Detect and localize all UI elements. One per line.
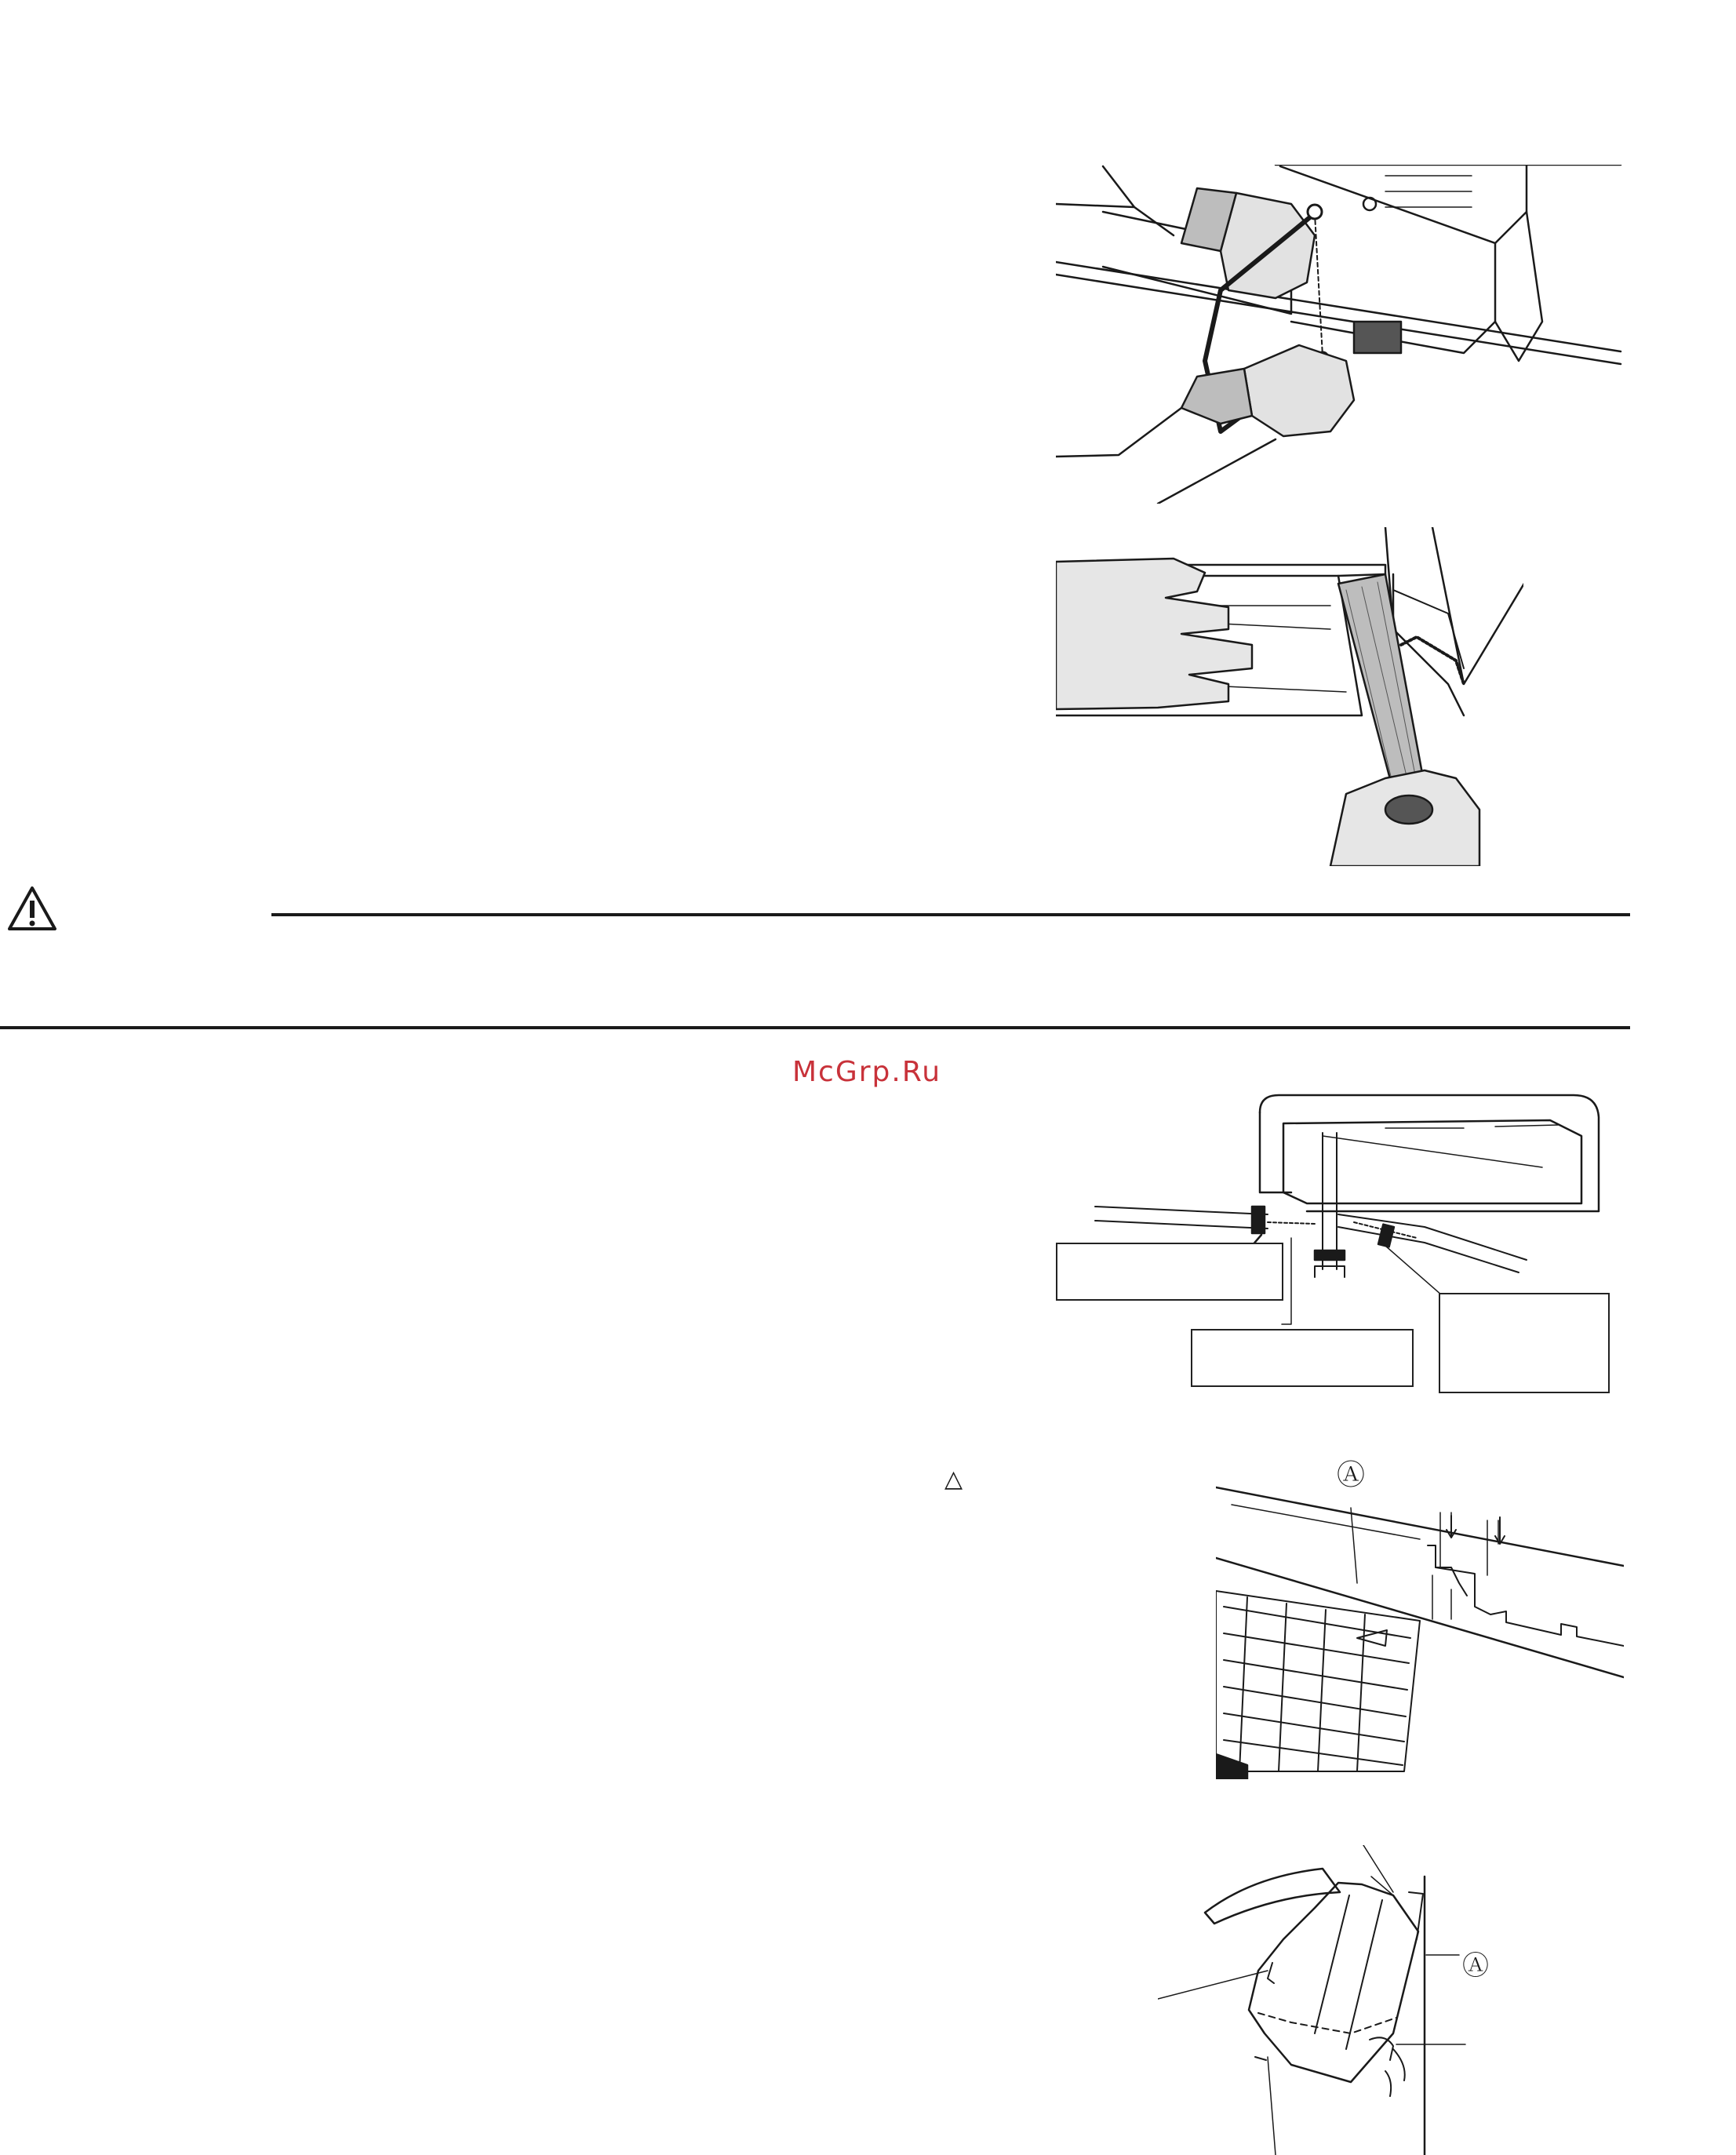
wall-mount-label-a: Ⓐ [1462,1950,1489,1982]
drain-callout-box-middle [1191,1329,1414,1387]
file-deburring-illustration [1056,527,1523,866]
watermark-text: McGrp.Ru [792,1056,942,1088]
drain-callout-box-right [1439,1293,1610,1393]
drain-callout-box-left [1056,1243,1283,1301]
hacksaw-cutting-illustration [1056,165,1627,504]
warning-top-rule [271,913,1630,916]
panel-hook-label-a: Ⓐ [1337,1459,1366,1491]
triangle-mark-text: △ [944,1465,963,1493]
warning-triangle-icon [6,885,58,932]
warning-bottom-rule [0,1026,1630,1029]
wall-mount-side-diagram [1158,1845,1479,2155]
panel-hook-diagram [1216,1458,1624,1779]
